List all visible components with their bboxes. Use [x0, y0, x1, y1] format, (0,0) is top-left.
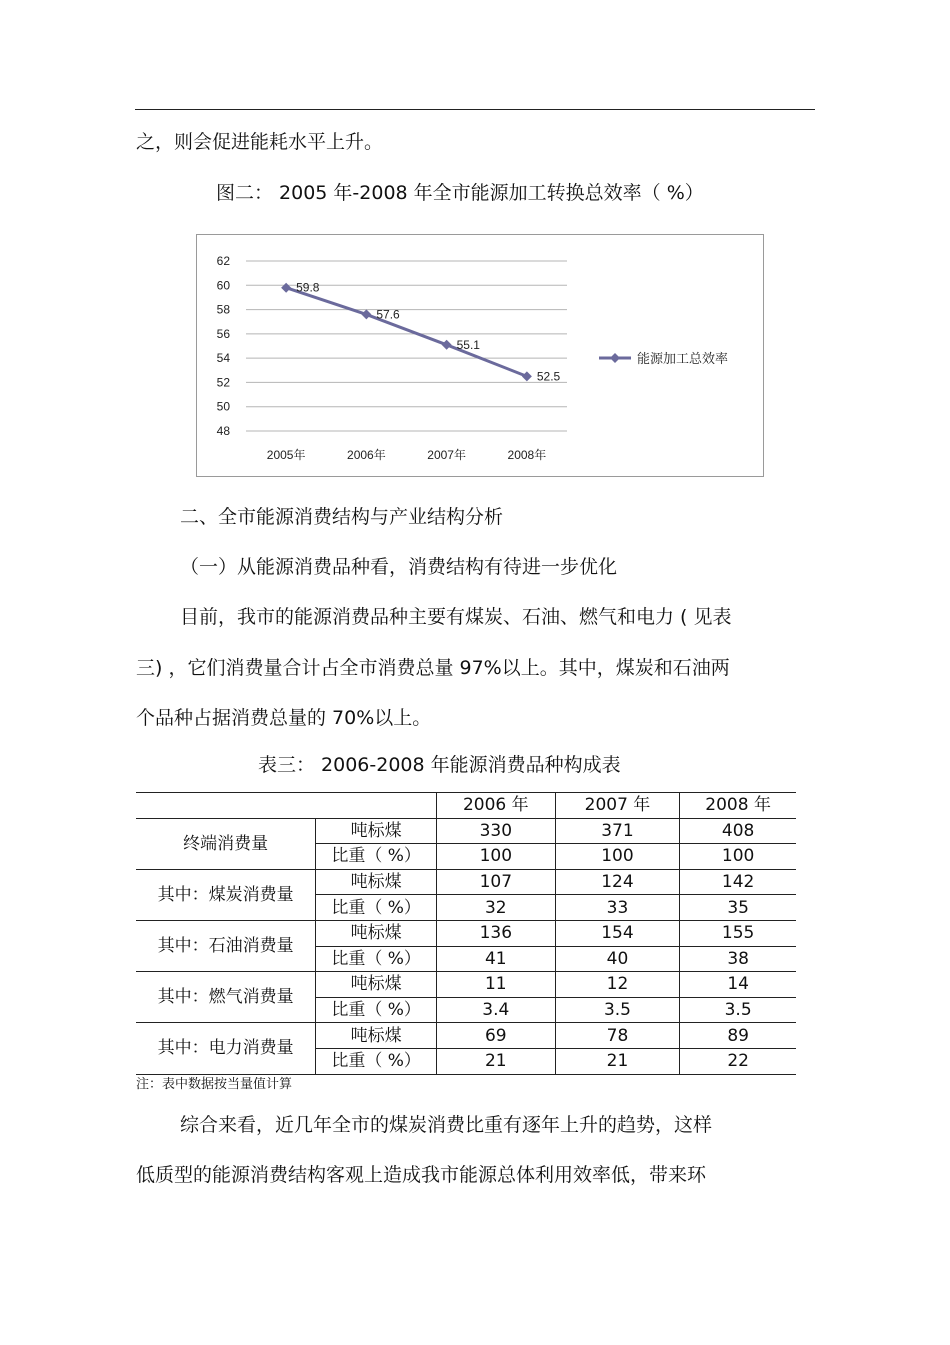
x-tick-label: 2008年 [507, 448, 547, 462]
efficiency-line-chart [196, 234, 764, 477]
table-unit-cell: 比重（ %） [316, 997, 437, 1023]
body-paragraph-line-2: 三) ，它们消费量合计占全市消费总量 97%以上。其中，煤炭和石油两 [136, 657, 730, 679]
data-label: 52.5 [536, 369, 561, 384]
legend-label: 能源加工总效率 [637, 352, 729, 367]
table-value-cell: 38 [680, 946, 796, 972]
table-header-cell: 2006 年 [436, 793, 555, 819]
subsection-heading: （一）从能源消费品种看，消费结构有待进一步优化 [180, 556, 618, 578]
y-tick-label: 58 [216, 302, 230, 317]
table-value-cell: 35 [680, 895, 796, 921]
table-row [136, 920, 796, 946]
table-row-label: 其中：燃气消费量 [136, 972, 316, 1023]
table-row-label: 其中：煤炭消费量 [136, 869, 316, 920]
body-paragraph-line-1: 目前，我市的能源消费品种主要有煤炭、石油、燃气和电力 ( 见表 [180, 606, 732, 628]
table-row [136, 869, 796, 895]
table-value-cell: 21 [436, 1048, 555, 1074]
table-value-cell: 142 [680, 869, 796, 895]
table-row [136, 1023, 796, 1049]
table-unit-cell: 比重（ %） [316, 946, 437, 972]
data-label: 55.1 [456, 337, 480, 352]
data-point-marker [442, 340, 452, 350]
table-value-cell: 32 [436, 895, 555, 921]
table-value-cell: 107 [436, 869, 555, 895]
table-value-cell: 21 [555, 1048, 680, 1074]
data-point-marker [522, 371, 532, 381]
closing-paragraph-line-1: 综合来看，近几年全市的煤炭消费比重有逐年上升的趋势，这样 [180, 1114, 713, 1136]
table-unit-cell: 吨标煤 [316, 869, 437, 895]
y-tick-label: 60 [216, 278, 230, 293]
table-value-cell: 89 [680, 1023, 796, 1049]
closing-paragraph-line-2: 低质型的能源消费结构客观上造成我市能源总体利用效率低，带来环 [136, 1164, 707, 1186]
table-row [136, 972, 796, 998]
table-value-cell: 154 [555, 920, 680, 946]
table-value-cell: 124 [555, 869, 680, 895]
table-unit-cell: 吨标煤 [316, 818, 437, 844]
header-rule [135, 109, 815, 110]
table-value-cell: 100 [436, 844, 555, 870]
figure-caption: 图二： 2005 年-2008 年全市能源加工转换总效率（ %） [216, 182, 704, 204]
y-tick-label: 56 [216, 326, 230, 341]
table-value-cell: 371 [555, 818, 680, 844]
table-value-cell: 3.4 [436, 997, 555, 1023]
table-unit-cell: 吨标煤 [316, 920, 437, 946]
y-tick-label: 62 [216, 254, 230, 268]
chart-canvas [197, 235, 763, 476]
table-value-cell: 40 [555, 946, 680, 972]
table-value-cell: 330 [436, 818, 555, 844]
x-tick-label: 2007年 [427, 448, 466, 462]
table-value-cell: 3.5 [680, 997, 796, 1023]
table-row-label: 终端消费量 [136, 818, 316, 869]
table-value-cell: 100 [555, 844, 680, 870]
energy-consumption-table [136, 792, 796, 1075]
table-caption: 表三： 2006-2008 年能源消费品种构成表 [258, 754, 621, 776]
table-unit-cell: 吨标煤 [316, 972, 437, 998]
table-row [136, 818, 796, 844]
table-note: 注：表中数据按当量值计算 [136, 1077, 293, 1092]
table-value-cell: 41 [436, 946, 555, 972]
table-value-cell: 100 [680, 844, 796, 870]
table-unit-cell: 吨标煤 [316, 1023, 437, 1049]
table-unit-cell: 比重（ %） [316, 895, 437, 921]
table-value-cell: 12 [555, 972, 680, 998]
data-label: 59.8 [296, 280, 320, 295]
data-point-marker [281, 283, 291, 293]
x-tick-label: 2005年 [266, 448, 306, 462]
table-value-cell: 3.5 [555, 997, 680, 1023]
y-tick-label: 50 [216, 399, 230, 414]
table-value-cell: 155 [680, 920, 796, 946]
table-value-cell: 22 [680, 1048, 796, 1074]
y-tick-label: 52 [216, 375, 230, 390]
table-value-cell: 14 [680, 972, 796, 998]
table-header-row [136, 793, 796, 819]
table-row-label: 其中：石油消费量 [136, 920, 316, 971]
table-value-cell: 11 [436, 972, 555, 998]
table-header-cell: 2008 年 [680, 793, 796, 819]
y-tick-label: 54 [216, 351, 230, 366]
table-value-cell: 408 [680, 818, 796, 844]
section-heading: 二、全市能源消费结构与产业结构分析 [180, 506, 504, 528]
table-value-cell: 136 [436, 920, 555, 946]
table-corner-cell [136, 793, 436, 819]
table-value-cell: 33 [555, 895, 680, 921]
legend-marker [610, 353, 620, 363]
table-value-cell: 78 [555, 1023, 680, 1049]
intro-paragraph-line: 之，则会促进能耗水平上升。 [136, 131, 384, 153]
table-row-label: 其中：电力消费量 [136, 1023, 316, 1074]
y-tick-label: 48 [216, 424, 230, 438]
data-label: 57.6 [376, 307, 400, 322]
table-unit-cell: 比重（ %） [316, 1048, 437, 1074]
body-paragraph-line-3: 个品种占据消费总量的 70%以上。 [136, 707, 432, 729]
x-tick-label: 2006年 [347, 448, 386, 462]
table-header-cell: 2007 年 [555, 793, 680, 819]
series-line [286, 288, 527, 377]
table-unit-cell: 比重（ %） [316, 844, 437, 870]
data-point-marker [361, 309, 371, 319]
table-value-cell: 69 [436, 1023, 555, 1049]
